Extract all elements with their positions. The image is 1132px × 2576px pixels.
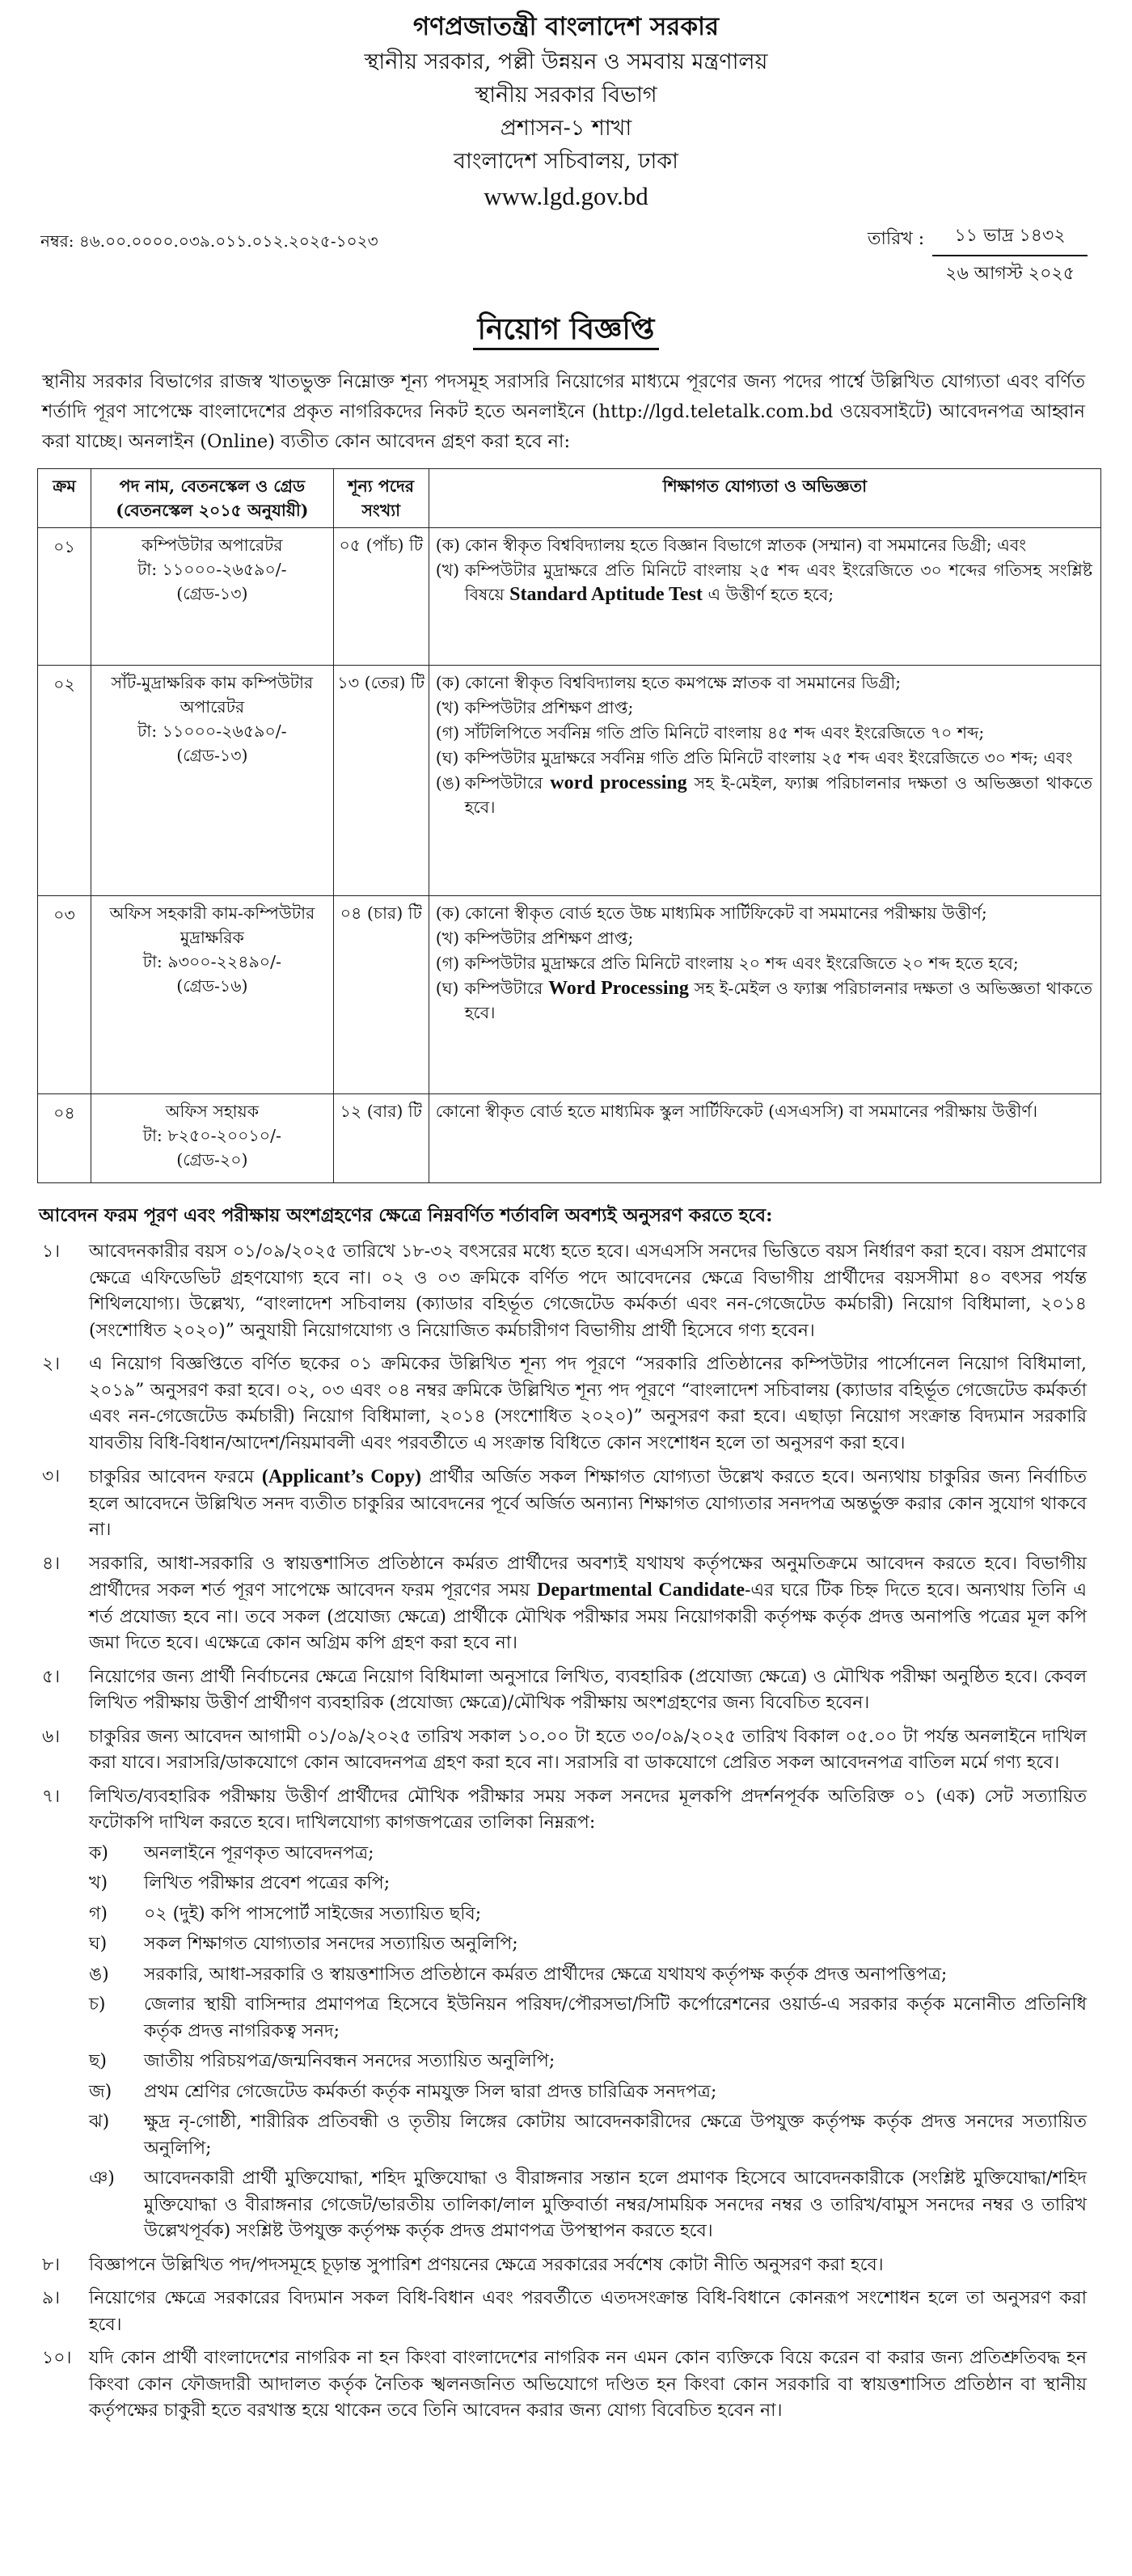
document-list-item: খ) লিখিত পরীক্ষার প্রবেশ পত্রের কপি; (89, 1873, 391, 1893)
document-list-item: ঘ) সকল শিক্ষাগত যোগ্যতার সনদের সত্যায়িত অনুলিপি; (89, 1934, 518, 1954)
row-post (91, 1094, 333, 1183)
row-vacancy: ১২ (বার) টি (333, 1094, 429, 1183)
document-list-item: ছ) জাতীয় পরিচয়পত্র/জন্মনিবন্ধন সনদের সত্যায়িত অনুলিপি; (89, 2051, 555, 2071)
document-list-item: জ) প্রথম শ্রেণির গেজেটেড কর্মকর্তা কর্তৃক নামযুক্ত সিল দ্বারা প্রদত্ত চারিত্রিক সনদপত্র; (89, 2081, 717, 2102)
row-qualification (429, 528, 1100, 666)
word-processing-term: Word Processing (548, 978, 689, 999)
pay-scale: টা: ১১০০০-২৬৫৯০/- (137, 721, 287, 741)
document-list-item: চ) জেলার স্থায়ী বাসিন্দার প্রমাণপত্র হিসেবে ইউনিয়ন পরিষদ/পৌরসভা/সিটি কর্পোরেশনের ওয়ার্ড-এ সরকার কর্তৃক মনোনীত প্রতিনিধি কর্তৃক প্রদত্ত নাগরিকত্ব সনদ; (89, 1994, 1087, 2041)
qualification-item: (খ) কম্পিউটার প্রশিক্ষণ প্রাপ্ত; (435, 698, 634, 717)
division-name: স্থানীয় সরকার বিভাগ (475, 82, 657, 108)
website-link[interactable]: www.lgd.gov.bd (484, 182, 648, 210)
date-bangla: ১১ ভাদ্র ১৪৩২ (932, 218, 1088, 256)
condition-item: ৯। নিয়োগের ক্ষেত্রে সরকারের বিদ্যমান সকল বিধি-বিধান এবং পরবর্তীতে এতদসংক্রান্ত বিধি-বিধানে কোনরূপ সংশোধন হলে তা অনুসরণ করা হবে। (42, 2288, 1087, 2335)
qualification-item: (ঙ) কম্পিউটারে word processing সহ ই-মেইল, ফ্যাক্স পরিচালনার দক্ষতা ও অভিজ্ঞতা থাকতে হবে। (435, 772, 1092, 817)
document-list-item: ঞ) আবেদনকারী প্রার্থী মুক্তিযোদ্ধা, শহিদ মুক্তিযোদ্ধা ও বীরাঙ্গনার সন্তান হলে প্রমাণক হিসেবে আবেদনকারীকে (সংশ্লিষ্ট মুক্তিযোদ্ধা/শহিদ মুক্তিযোদ্ধা ও বীরাঙ্গনার গেজেট/ভারতীয় তালিকা/লাল মুক্তিবার্তা নম্বর/সাময়িক সনদের নম্বর ও তারিখ/বামুস সনদের নম্বর ও তারিখ উল্লেখপূর্বক) সংশ্লিষ্ট উপযুক্ত কর্তৃপক্ষ কর্তৃক প্রদত্ত প্রমাণপত্র উপস্থাপন করতে হবে। (89, 2168, 1087, 2241)
row-vacancy: ০৫ (পাঁচ) টি (333, 528, 429, 666)
row-post (91, 896, 333, 1094)
document-list-item: ঝ) ক্ষুদ্র নৃ-গোষ্ঠী, শারীরিক প্রতিবন্ধী ও তৃতীয় লিঙ্গের কোটায় আবেদনকারীদের ক্ষেত্রে উপযুক্ত কর্তৃপক্ষ কর্তৃক প্রদত্ত সনদের সত্যায়িত অনুলিপি; (89, 2112, 1087, 2159)
row-serial: ০২ (38, 666, 91, 896)
table-row (38, 1094, 1101, 1183)
header-vacancy: শূন্য পদের সংখ্যা (333, 469, 429, 528)
qualification-item: (ক) কোন স্বীকৃত বিশ্ববিদ্যালয় হতে বিজ্ঞান বিভাগে স্নাতক (সম্মান) বা সমমানের ডিগ্রী; এবং (435, 535, 1027, 555)
condition-item: ৩। চাকুরির আবেদন ফরমে (Applicant’s Copy) প্রার্থীর অর্জিত সকল শিক্ষাগত যোগ্যতা উল্লেখ করতে হবে। অন্যথায় চাকুরির জন্য নির্বাচিত হলে আবেদনে উল্লিখিত সনদ ব্যতীত চাকুরির আবেদনের পূর্বে অর্জিত অন্যান্য শিক্ষাগত যোগ্যতার সনদপত্র অন্তর্ভুক্ত করার কোন সুযোগ থাকবে না। (42, 1466, 1087, 1540)
qualification-item: (খ) কম্পিউটার প্রশিক্ষণ প্রাপ্ত; (435, 928, 634, 948)
row-vacancy: ০৪ (চার) টি (333, 896, 429, 1094)
memo-row (32, 218, 1100, 293)
memo-number: নম্বর: ৪৬.০০.০০০০.০৩৯.০১১.০১২.২০২৫-১০২৩ (40, 231, 378, 251)
date-english: ২৬ আগস্ট ২০২৫ (945, 264, 1075, 284)
government-name: গণপ্রজাতন্ত্রী বাংলাদেশ সরকার (412, 12, 720, 41)
row-serial: ০৪ (38, 1094, 91, 1183)
qualification-item: (ঘ) কম্পিউটারে Word Processing সহ ই-মেইল ও ফ্যাক্স পরিচালনার দক্ষতা ও অভিজ্ঞতা থাকতে হবে। (435, 978, 1092, 1022)
word-processing-term: word processing (550, 772, 687, 793)
header-post: পদ নাম, বেতনস্কেল ও গ্রেড (বেতনস্কেল ২০১৫ অনুযায়ী) (91, 469, 333, 528)
table-header-row (38, 469, 1101, 528)
pay-grade: (গ্রেড-১৩) (176, 746, 248, 765)
condition-item: ৭। লিখিত/ব্যবহারিক পরীক্ষায় উত্তীর্ণ প্রার্থীদের মৌখিক পরীক্ষার সময় সকল সনদের মূলকপি প্রদর্শনপূর্বক অতিরিক্ত ০১ (এক) সেট সত্যায়িত ফটোকপি দাখিল করতে হবে। দাখিলযোগ্য কাগজপত্রের তালিকা নিম্নরূপ: ক) অনলাইনে পূরণকৃত আবেদনপত্র; খ) লিখিত পরীক্ষার প্রবেশ পত্রের কপি; গ) ০২ (দুই) কপি পাসপোর্ট সাইজের সত্যায়িত ছবি; ঘ) সকল শিক্ষাগত যোগ্যতার সনদের সত্যায়িত অনুলিপি; ঙ) সরকারি, আধা-সরকারি ও স্বায়ত্তশাসিত প্রতিষ্ঠানে কর্মরত প্রার্থীদের ক্ষেত্রে যথাযথ কর্তৃপক্ষ কর্তৃক প্রদত্ত অনাপত্তিপত্র; চ) জেলার স্থায়ী বাসিন্দার প্রমাণপত্র হিসেবে ইউনিয়ন পরিষদ/পৌরসভা/সিটি কর্পোরেশনের ওয়ার্ড-এ সরকার কর্তৃক মনোনীত প্রতিনিধি কর্তৃক প্রদত্ত নাগরিকত্ব সনদ; ছ) জাতীয় পরিচয়পত্র/জন্মনিবন্ধন সনদের সত্যায়িত অনুলিপি; জ) প্রথম শ্রেণির গেজেটেড কর্মকর্তা কর্তৃক নামযুক্ত সিল দ্বারা প্রদত্ত চারিত্রিক সনদপত্র; ঝ) ক্ষুদ্র নৃ-গোষ্ঠী, শারীরিক প্রতিবন্ধী ও তৃতীয় লিঙ্গের কোটায় আবেদনকারীদের ক্ষেত্রে উপযুক্ত কর্তৃপক্ষ কর্তৃক প্রদত্ত সনদের সত্যায়িত অনুলিপি; ঞ) আবেদনকারী প্রার্থী মুক্তিযোদ্ধা, শহিদ মুক্তিযোদ্ধা ও বীরাঙ্গনার সন্তান হলে প্রমাণক হিসেবে আবেদনকারীকে (সংশ্লিষ্ট মুক্তিযোদ্ধা/শহিদ মুক্তিযোদ্ধা ও বীরাঙ্গনার গেজেট/ভারতীয় তালিকা/লাল মুক্তিবার্তা নম্বর/সাময়িক সনদের নম্বর ও তারিখ/বামুস সনদের নম্বর ও তারিখ উল্লেখপূর্বক) সংশ্লিষ্ট উপযুক্ত কর্তৃপক্ষ কর্তৃক প্রদত্ত প্রমাণপত্র উপস্থাপন করতে হবে। (32, 1784, 1100, 2245)
row-qualification (429, 896, 1100, 1094)
aptitude-test-term: Standard Aptitude Test (509, 584, 703, 605)
condition-item: ২। এ নিয়োগ বিজ্ঞপ্তিতে বর্ণিত ছকের ০১ ক্রমিকের উল্লিখিত শূন্য পদ পূরণে “সরকারি প্রতিষ্ঠানের কম্পিউটার পার্সোনেল নিয়োগ বিধিমালা, ২০১৯” অনুসরণ করা হবে। ০২, ০৩ এবং ০৪ নম্বর ক্রমিকে উল্লিখিত শূন্য পদ পূরণে “বাংলাদেশ সচিবালয় (ক্যাডার বহির্ভূত গেজেটেড কর্মকর্তা এবং নন-গেজেটেড কর্মচারী) নিয়োগ বিধিমালা, ২০১৪ (সংশোধিত ২০২০)” অনুসরণ করা হবে। এছাড়া নিয়োগ সংক্রান্ত বিদ্যমান সরকারি যাবতীয় বিধি-বিধান/আদেশ/নিয়মাবলী এবং পরবর্তীতে এ সংক্রান্ত বিধিতে কোন সংশোধন হলে তা অনুসরণ করা হবে। (42, 1354, 1087, 1453)
header-serial: ক্রম (38, 469, 91, 528)
conditions-list (32, 1239, 1100, 2425)
condition-item: ৪। সরকারি, আধা-সরকারি ও স্বায়ত্তশাসিত প্রতিষ্ঠানে কর্মরত প্রার্থীদের অবশ্যই যথাযথ কর্তৃপক্ষের অনুমতিক্রমে আবেদন করতে হবে। বিভাগীয় প্রার্থীদের সকল শর্ত পূরণ সাপেক্ষে আবেদন ফরম পূরণের সময় Departmental Candidate-এর ঘরে টিক চিহ্ন দিতে হবে। অন্যথায় তিনি এ শর্ত প্রযোজ্য হবে না। তবে সকল (প্রযোজ্য ক্ষেত্রে) প্রার্থীকে মৌখিক পরীক্ষার সময় নিয়োগকারী কর্তৃপক্ষ কর্তৃক প্রদত্ত অনাপত্তি পত্রের মূল কপি জমা দিতে হবে। এক্ষেত্রে কোন অগ্রিম কপি গ্রহণ করা হবে না। (42, 1553, 1087, 1653)
ministry-name: স্থানীয় সরকার, পল্লী উন্নয়ন ও সমবায় মন্ত্রণালয় (364, 49, 768, 74)
qualification-item: (গ) কম্পিউটার মুদ্রাক্ষরে প্রতি মিনিটে বাংলায় ২০ শব্দ এবং ইংরেজিতে ২০ শব্দ হতে হবে; (435, 954, 1019, 973)
post-name: সাঁট-মুদ্রাক্ষরিক কাম কম্পিউটার অপারেটর (111, 673, 314, 717)
pay-grade: (গ্রেড-১৬) (176, 976, 248, 996)
row-post (91, 528, 333, 666)
row-vacancy: ১৩ (তের) টি (333, 666, 429, 896)
date-block (868, 218, 1088, 293)
condition-item: ৫। নিয়োগের জন্য প্রার্থী নির্বাচনের ক্ষেত্রে নিয়োগ বিধিমালা অনুসারে লিখিত, ব্যবহারিক (প্রযোজ্য ক্ষেত্রে) ও মৌখিক পরীক্ষা অনুষ্ঠিত হবে। কেবল লিখিত পরীক্ষায় উত্তীর্ণ প্রার্থীগণ ব্যবহারিক (প্রযোজ্য ক্ষেত্রে)/মৌখিক পরীক্ষায় অংশগ্রহণের জন্য বিবেচিত হবেন। (42, 1666, 1087, 1713)
condition-item: ১০। যদি কোন প্রার্থী বাংলাদেশের নাগরিক না হন কিংবা বাংলাদেশের নাগরিক নন এমন কোন ব্যক্তিকে বিয়ে করেন বা করার জন্য প্রতিশ্রুতিবদ্ধ হন কিংবা কোন ফৌজদারী আদালত কর্তৃক নৈতিক স্খলনজনিত অভিযোগে দণ্ডিত হন কিংবা কোন সরকারি বা স্বায়ত্তশাসিত প্রতিষ্ঠান বা স্থানীয় কর্তৃপক্ষের চাকুরী হতে বরখাস্ত হয়ে থাকেন তবে তিনি আবেদন করার জন্য যোগ্য বিবেচিত হবেন না। (42, 2348, 1087, 2421)
post-name: অফিস সহায়ক (165, 1102, 260, 1121)
condition-item: ৮। বিজ্ঞাপনে উল্লিখিত পদ/পদসমূহে চূড়ান্ত সুপারিশ প্রণয়নের ক্ষেত্রে সরকারের সর্বশেষ কোটা নীতি অনুসরণ করা হবে। (42, 2254, 884, 2275)
departmental-candidate-term: Departmental Candidate (537, 1580, 745, 1601)
condition-item: ৬। চাকুরির জন্য আবেদন আগামী ০১/০৯/২০২৫ তারিখ সকাল ১০.০০ টা হতে ৩০/০৯/২০২৫ তারিখ বিকাল ০৫.০০ টা পর্যন্ত অনলাইনে দাখিল করা যাবে। সরাসরি/ডাকযোগে কোন আবেদনপত্র গ্রহণ করা হবে না। সরাসরি বা ডাকযোগে প্রেরিত সকল আবেদনপত্র বাতিল মর্মে গণ্য হবে। (42, 1726, 1087, 1773)
pay-grade: (গ্রেড-২০) (176, 1150, 248, 1170)
letterhead (32, 0, 1100, 215)
pay-scale: টা: ৮২৫০-২০০১০/- (142, 1126, 281, 1145)
qualification-item: (খ) কম্পিউটার মুদ্রাক্ষরে প্রতি মিনিটে বাংলায় ২৫ শব্দ এবং ইংরেজিতে ৩০ শব্দের গতিসহ সংশ্লিষ্ট বিষয়ে Standard Aptitude Test এ উত্তীর্ণ হতে হবে; (435, 560, 1092, 605)
qualification-item: (ক) কোনো স্বীকৃত বোর্ড হতে উচ্চ মাধ্যমিক সার্টিফিকেট বা সমমানের পরীক্ষায় উত্তীর্ণ; (435, 903, 987, 923)
header-qualification: শিক্ষাগত যোগ্যতা ও অভিজ্ঞতা (429, 469, 1100, 528)
address: বাংলাদেশ সচিবালয়, ঢাকা (453, 149, 679, 174)
row-serial: ০১ (38, 528, 91, 666)
post-name: কম্পিউটার অপারেটর (142, 535, 283, 555)
pay-scale: টা: ১১০০০-২৬৫৯০/- (137, 560, 287, 579)
date-values (932, 218, 1088, 293)
row-qualification: কোনো স্বীকৃত বোর্ড হতে মাধ্যমিক স্কুল সার্টিফিকেট (এসএসসি) বা সমমানের পরীক্ষায় উত্তীর্ণ। (429, 1094, 1100, 1183)
row-serial: ০৩ (38, 896, 91, 1094)
pay-scale: টা: ৯৩০০-২২৪৯০/- (142, 952, 281, 971)
document-list-item: ঙ) সরকারি, আধা-সরকারি ও স্বায়ত্তশাসিত প্রতিষ্ঠানে কর্মরত প্রার্থীদের ক্ষেত্রে যথাযথ কর্তৃপক্ষ কর্তৃক প্রদত্ত অনাপত্তিপত্র; (89, 1964, 948, 1985)
intro-paragraph: স্থানীয় সরকার বিভাগের রাজস্ব খাতভুক্ত নিম্নোক্ত শূন্য পদসমূহ সরাসরি নিয়োগের মাধ্যমে পূরণের জন্য পদের পার্শ্বে উল্লিখিত যোগ্যতা এবং বর্ণিত শর্তাদি পূরণ সাপেক্ষে বাংলাদেশের প্রকৃত নাগরিকদের নিকট হতে অনলাইনে (http://lgd.teletalk.com.bd ওয়েবসাইটে) আবেদনপত্র আহ্বান করা যাচ্ছে। অনলাইন (Online) ব্যতীত কোন আবেদন গ্রহণ করা হবে না: (42, 371, 1085, 452)
qualification-item: (গ) সাঁটলিপিতে সর্বনিম্ন গতি প্রতি মিনিটে বাংলায় ৪৫ শব্দ এবং ইংরেজিতে ৭০ শব্দ; (435, 723, 985, 742)
document-list-item: গ) ০২ (দুই) কপি পাসপোর্ট সাইজের সত্যায়িত ছবি; (89, 1903, 482, 1924)
table-row (38, 896, 1101, 1094)
branch-name: প্রশাসন-১ শাখা (500, 116, 632, 141)
posts-table (37, 468, 1101, 1183)
post-name: অফিস সহকারী কাম-কম্পিউটার মুদ্রাক্ষরিক (109, 903, 315, 947)
notice-title-wrap (32, 307, 1100, 356)
applicants-copy-term: (Applicant’s Copy) (261, 1466, 421, 1487)
qualification-item: (ক) কোনো স্বীকৃত বিশ্ববিদ্যালয় হতে কমপক্ষে স্নাতক বা সমমানের ডিগ্রী; (435, 673, 902, 692)
row-post (91, 666, 333, 896)
row-qualification (429, 666, 1100, 896)
condition-item: ১। আবেদনকারীর বয়স ০১/০৯/২০২৫ তারিখে ১৮-৩২ বৎসরের মধ্যে হতে হবে। এসএসসি সনদের ভিত্তিতে বয়স নির্ধারণ করা হবে। বয়স প্রমাণের ক্ষেত্রে এফিডেভিট গ্রহণযোগ্য হবে না। ০২ ও ০৩ ক্রমিকে বর্ণিত পদে আবেদনের ক্ষেত্রে বিভাগীয় প্রার্থীদের বয়সসীমা ৪০ বৎসর পর্যন্ত শিথিলযোগ্য। উল্লেখ্য, “বাংলাদেশ সচিবালয় (ক্যাডার বহির্ভূত গেজেটেড কর্মকর্তা এবং নন-গেজেটেড কর্মচারী) নিয়োগ বিধিমালা, ২০১৪ (সংশোধিত ২০২০)” অনুযায়ী নিয়োগযোগ্য ও নিয়োজিত কর্মচারীগণ বিভাগীয় প্রার্থী হিসেবে গণ্য হবেন। (42, 1241, 1087, 1341)
conditions-title: আবেদন ফরম পূরণ এবং পরীক্ষায় অংশগ্রহণের ক্ষেত্রে নিম্নবর্ণিত শর্তাবলি অবশ্যই অনুসরণ করতে হবে: (39, 1205, 773, 1226)
pay-grade: (গ্রেড-১৩) (176, 584, 248, 603)
qualification-item: (ঘ) কম্পিউটার মুদ্রাক্ষরে সর্বনিম্ন গতি প্রতি মিনিটে বাংলায় ২৫ শব্দ এবং ইংরেজিতে ৩০ শব্দ; এবং (435, 748, 1073, 768)
document-list-item: ক) অনলাইনে পূরণকৃত আবেদনপত্র; (89, 1842, 374, 1863)
table-row (38, 666, 1101, 896)
notice-title: নিয়োগ বিজ্ঞপ্তি (473, 312, 660, 350)
table-row (38, 528, 1101, 666)
date-label: তারিখ : (868, 229, 925, 249)
